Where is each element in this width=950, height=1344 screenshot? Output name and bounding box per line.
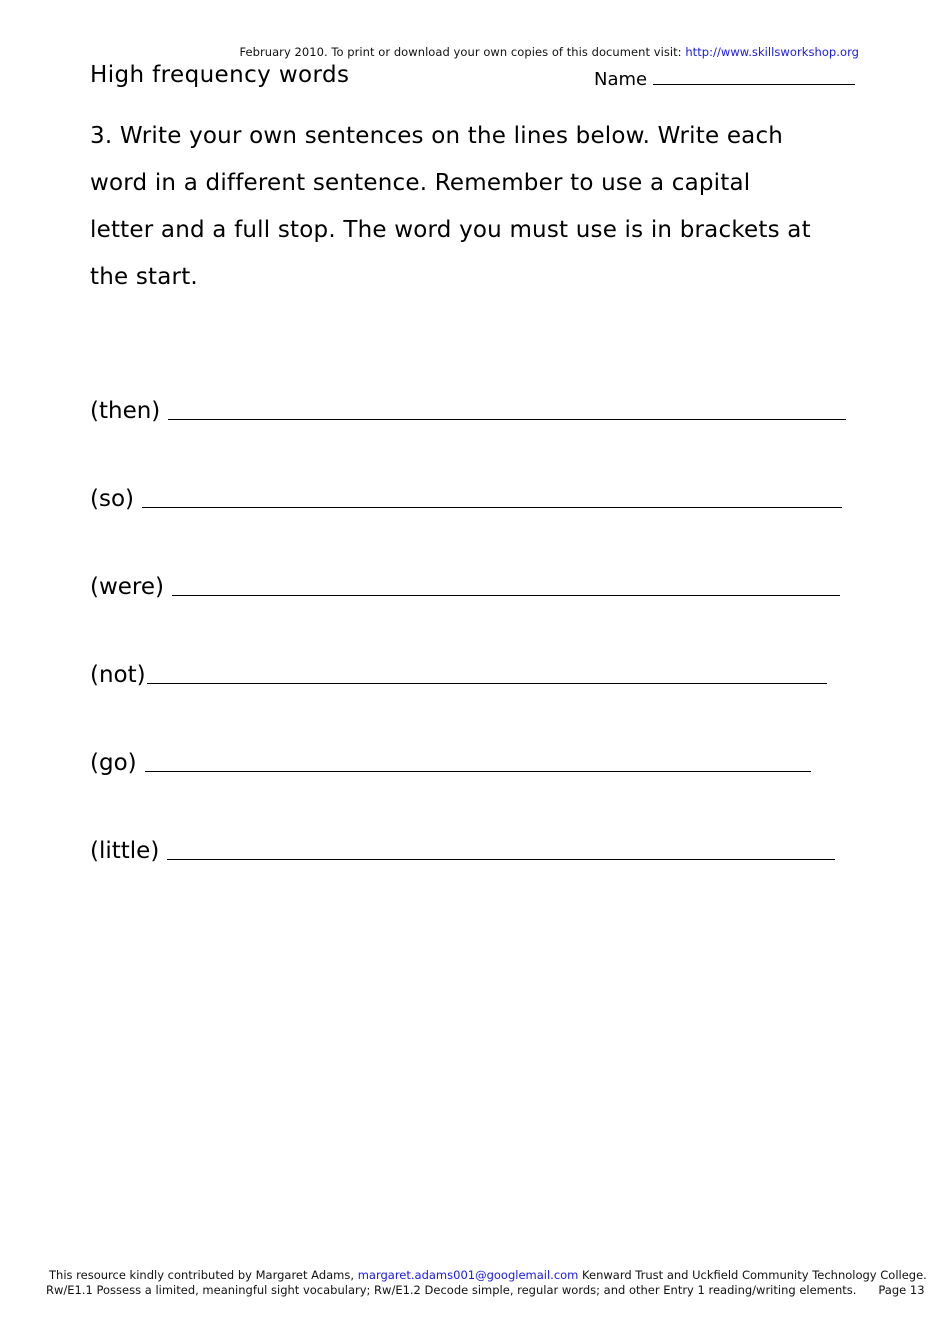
header-note — [239, 45, 859, 59]
footer-curriculum — [46, 1283, 950, 1297]
header-note-text: February 2010. To print or download your own copies of this document visit: — [239, 45, 686, 59]
page-number: Page 13 — [878, 1283, 925, 1297]
answer-line[interactable] — [147, 663, 827, 684]
footer-credit-prefix: This resource kindly contributed by Margaret Adams, — [49, 1268, 358, 1282]
instruction-line: letter and a full stop. The word you must use is in brackets at — [90, 217, 811, 243]
footer-credit — [49, 1268, 950, 1282]
prompt-row-so — [90, 486, 842, 512]
prompt-word: (little) — [90, 838, 160, 864]
answer-line[interactable] — [142, 487, 842, 508]
curriculum-text: Rw/E1.1 Possess a limited, meaningful sight vocabulary; Rw/E1.2 Decode simple, regular words; and other Entry 1 reading/writing elements. — [46, 1283, 857, 1297]
footer-credit-suffix: Kenward Trust and Uckfield Community Technology College. — [578, 1268, 927, 1282]
prompt-word: (were) — [90, 574, 165, 600]
instruction-line: 3. Write your own sentences on the lines below. Write each — [90, 123, 784, 149]
prompt-row-little — [90, 838, 835, 864]
prompt-row-not — [90, 662, 827, 688]
prompt-row-then — [90, 398, 846, 424]
prompt-row-go — [90, 750, 811, 776]
page-title: High frequency words — [90, 62, 350, 88]
prompt-word: (not) — [90, 662, 146, 688]
instruction-line: word in a different sentence. Remember to use a capital — [90, 170, 751, 196]
name-label: Name — [594, 69, 648, 90]
instructions — [90, 113, 850, 301]
prompt-word: (so) — [90, 486, 135, 512]
prompt-word: (then) — [90, 398, 161, 424]
name-input-line[interactable] — [653, 68, 855, 85]
instruction-line: the start. — [90, 264, 198, 290]
answer-line[interactable] — [167, 839, 835, 860]
answer-line[interactable] — [172, 575, 840, 596]
prompt-word: (go) — [90, 750, 137, 776]
prompt-row-were — [90, 574, 840, 600]
answer-line[interactable] — [145, 751, 811, 772]
website-link[interactable]: http://www.skillsworkshop.org — [685, 45, 859, 59]
answer-line[interactable] — [168, 399, 846, 420]
name-field — [594, 68, 855, 90]
contributor-email-link[interactable]: margaret.adams001@googlemail.com — [357, 1268, 579, 1282]
